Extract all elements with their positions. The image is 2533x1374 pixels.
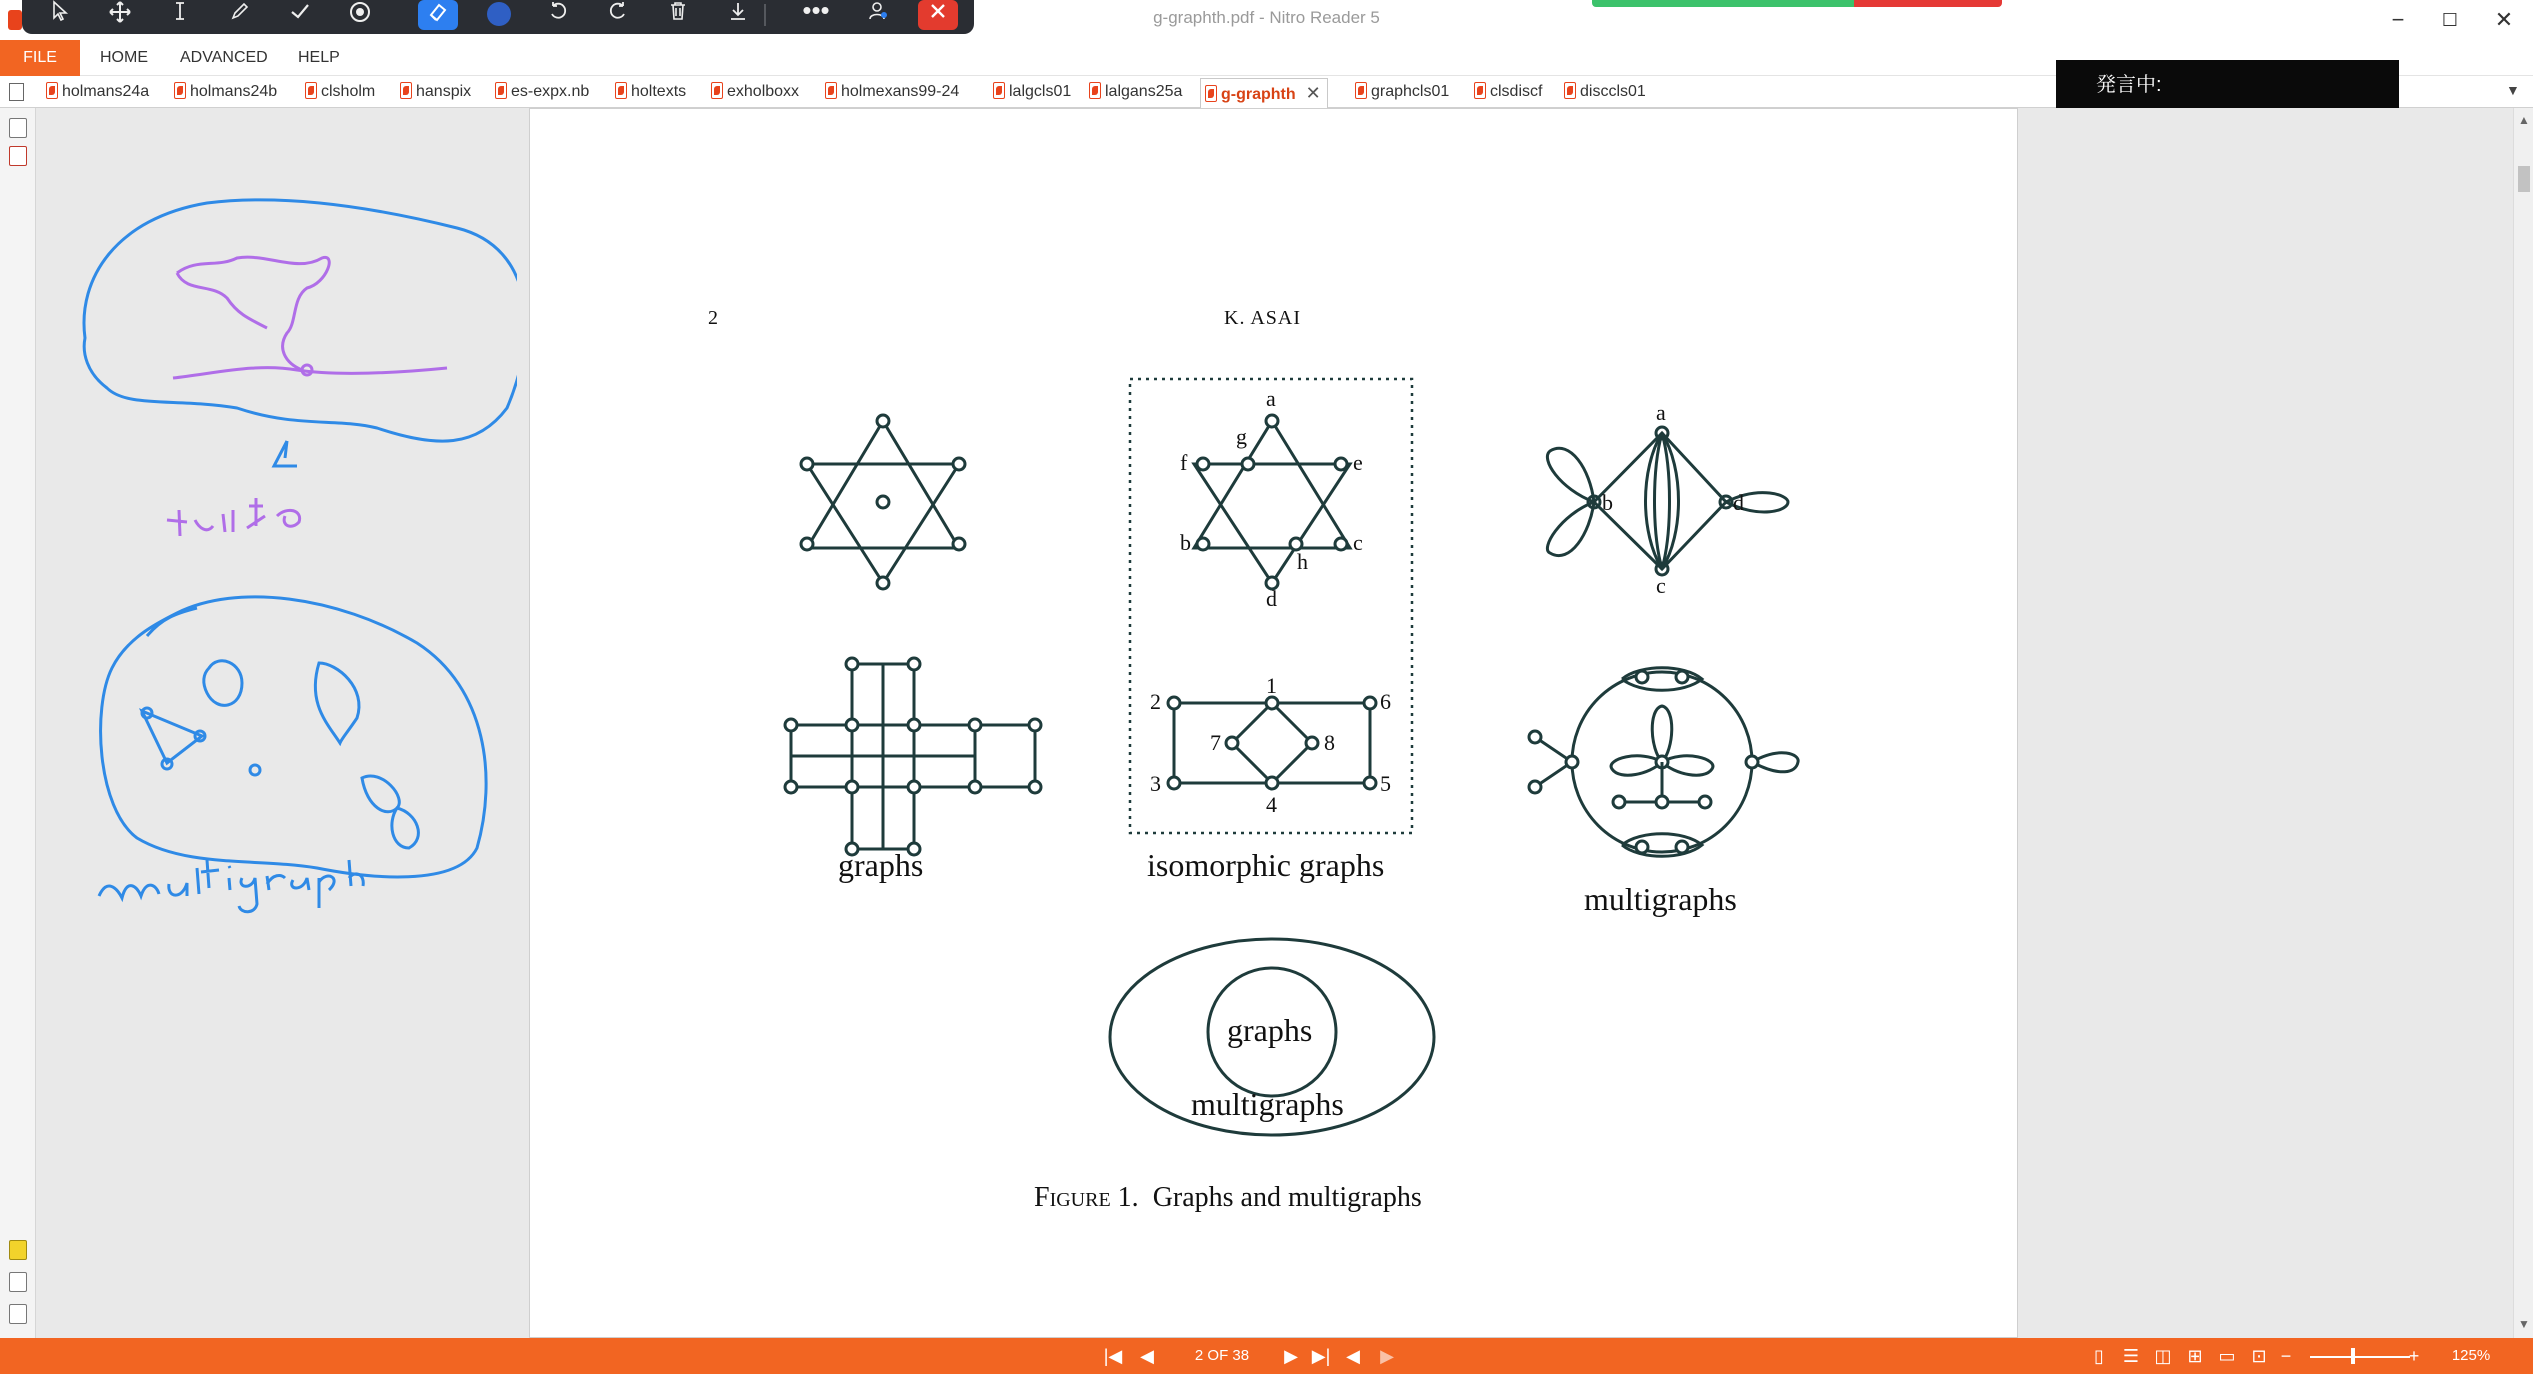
tab-overflow-chevron-icon[interactable]: ▼ [2506,82,2520,98]
tab-exholboxx[interactable]: exholboxx [711,80,799,106]
vertex-label-8: 8 [1324,730,1335,755]
undo-icon[interactable] [538,0,578,30]
scroll-down-icon[interactable]: ▼ [2518,1317,2530,1331]
menu-file[interactable]: FILE [0,40,80,76]
last-page-icon[interactable]: ▶| [1311,1346,1331,1366]
single-page-view-icon[interactable]: ▯ [2094,1346,2104,1366]
previous-page-icon[interactable]: ◀ [1140,1346,1154,1366]
star-graph [801,415,965,589]
vertex-label-g: g [1236,424,1247,449]
fit-width-icon[interactable]: ▭ [2218,1346,2236,1366]
vertex-label-1: 1 [1266,673,1277,698]
document-list-icon[interactable] [9,83,24,101]
toolbar-separator [764,4,766,26]
output-panel-icon[interactable] [9,1304,27,1324]
pdf-page [529,108,2018,1338]
next-view-icon[interactable]: ▶ [1380,1346,1394,1366]
vertical-scrollbar[interactable] [2513,108,2533,1338]
menu-help[interactable]: HELP [298,49,340,66]
facing-view-icon[interactable]: ◫ [2154,1346,2172,1366]
multigraph-label-a: a [1656,400,1666,425]
tab-holmans24b[interactable]: holmans24b [174,80,277,106]
multigraph-label-c: c [1656,573,1666,598]
handwritten-annotations [37,108,517,928]
pdf-file-icon [1089,82,1101,99]
label-isomorphic-graphs: isomorphic graphs [1147,847,1385,883]
zoom-level[interactable]: 125% [2451,1347,2491,1364]
vertex-label-b: b [1180,530,1191,555]
color-icon[interactable] [487,2,511,26]
download-icon[interactable] [718,0,758,30]
more-icon[interactable]: ••• [802,0,830,25]
pdf-file-icon [46,82,58,99]
close-icon[interactable] [918,0,958,30]
previous-view-icon[interactable]: ◀ [1346,1346,1360,1366]
multigraph-label-d: d [1733,490,1744,515]
pen-icon[interactable] [220,0,260,30]
vertex-label-7: 7 [1210,730,1221,755]
diamond-graph [1168,697,1376,789]
tab-g-graphth[interactable]: g-graphth ✕ [1200,78,1328,108]
status-bar [0,1338,2533,1374]
attachments-panel-icon[interactable] [9,1272,27,1292]
tab-lalgans25a[interactable]: lalgans25a [1089,80,1182,106]
close-window-button[interactable]: ✕ [2494,7,2514,32]
circle-multigraph [1529,668,1798,857]
tab-graphcls01[interactable]: graphcls01 [1355,80,1449,106]
check-icon[interactable] [280,0,320,30]
tab-clsdiscf[interactable]: clsdiscf [1474,80,1542,106]
left-panel-strip [0,108,36,1338]
tab-clsholm[interactable]: clsholm [305,80,375,106]
zoom-slider-knob[interactable] [2351,1348,2355,1364]
pdf-file-icon [993,82,1005,99]
text-cursor-icon[interactable] [160,0,200,30]
label-graphs: graphs [838,847,924,883]
pdf-file-icon [305,82,317,99]
facing-continuous-view-icon[interactable]: ⊞ [2187,1346,2203,1366]
meeting-bar-green [1592,0,1854,7]
meeting-bar-red [1854,0,2002,7]
pdf-file-icon [615,82,627,99]
pdf-file-icon [495,82,507,99]
first-page-icon[interactable]: |◀ [1103,1346,1123,1366]
vertex-label-4: 4 [1266,792,1277,817]
comments-panel-icon[interactable] [9,1240,27,1260]
pdf-file-icon [1564,82,1576,99]
pdf-file-icon [825,82,837,99]
stamp-icon[interactable] [340,0,380,30]
tab-holmans24a[interactable]: holmans24a [46,80,149,106]
vertex-label-h: h [1297,549,1308,574]
menu-advanced[interactable]: ADVANCED [180,49,268,66]
pdf-file-icon [400,82,412,99]
vertex-label-a: a [1266,386,1276,411]
vertex-label-6: 6 [1380,689,1391,714]
cross-graph [785,658,1041,855]
vertex-label-2: 2 [1150,689,1161,714]
vertex-label-e: e [1353,450,1363,475]
window-title: g-graphth.pdf - Nitro Reader 5 [1153,8,1380,27]
user-settings-icon[interactable] [858,0,898,30]
vertex-label-d: d [1266,586,1277,611]
bookmarks-panel-icon[interactable] [9,146,27,166]
tab-holtexts[interactable]: holtexts [615,80,686,106]
venn-label-multigraphs: multigraphs [1191,1086,1344,1122]
pdf-file-icon [1474,82,1486,99]
zoom-out-icon[interactable]: − [2280,1346,2292,1366]
vertex-label-f: f [1180,450,1188,475]
tab-es-expx[interactable]: es-expx.nb [495,80,589,106]
continuous-view-icon[interactable]: ☰ [2122,1346,2140,1366]
redo-icon[interactable] [598,0,638,30]
pdf-file-icon [1205,85,1217,102]
multigraph-label-b: b [1602,490,1613,515]
eraser-icon[interactable] [418,0,458,30]
pdf-file-icon [174,82,186,99]
pdf-file-icon [1355,82,1367,99]
next-page-icon[interactable]: ▶ [1284,1346,1298,1366]
pointer-icon[interactable] [40,0,80,30]
speaking-indicator: 発言中: [2056,60,2399,111]
annotation-toolbar [22,0,974,34]
vertex-label-3: 3 [1150,771,1161,796]
menu-home[interactable]: HOME [100,49,148,66]
pages-panel-icon[interactable] [9,118,27,138]
scroll-up-icon[interactable]: ▲ [2518,113,2530,127]
zoom-slider[interactable] [2310,1356,2410,1358]
tab-disccls01[interactable]: disccls01 [1564,80,1646,106]
move-icon[interactable] [100,0,140,30]
venn-label-graphs: graphs [1227,1012,1313,1048]
zoom-in-icon[interactable]: + [2408,1346,2420,1366]
page-number: 2 [708,307,718,329]
maximize-button[interactable]: ☐ [2441,10,2459,30]
minimize-button[interactable]: − [2391,7,2405,32]
pdf-file-icon [711,82,723,99]
tab-close-icon[interactable]: ✕ [1305,83,1321,103]
scroll-thumb[interactable] [2518,166,2530,192]
running-head: K. ASAI [1224,307,1302,329]
vertex-label-c: c [1353,530,1363,555]
labeled-star-graph [1194,415,1350,589]
tab-lalgcls01[interactable]: lalgcls01 [993,80,1071,106]
figure-caption: Figure 1. Graphs and multigraphs [1034,1182,1422,1213]
label-multigraphs: multigraphs [1584,881,1737,917]
fit-page-icon[interactable]: ⊡ [2251,1346,2267,1366]
page-indicator[interactable]: 2 OF 38 [1194,1347,1250,1364]
figure-graphs [530,109,2019,1339]
vertex-label-5: 5 [1380,771,1391,796]
tab-hanspix[interactable]: hanspix [400,80,471,106]
trash-icon[interactable] [658,0,698,30]
tab-holmexans99-24[interactable]: holmexans99-24 [825,80,959,106]
fish-multigraph [1547,427,1788,575]
